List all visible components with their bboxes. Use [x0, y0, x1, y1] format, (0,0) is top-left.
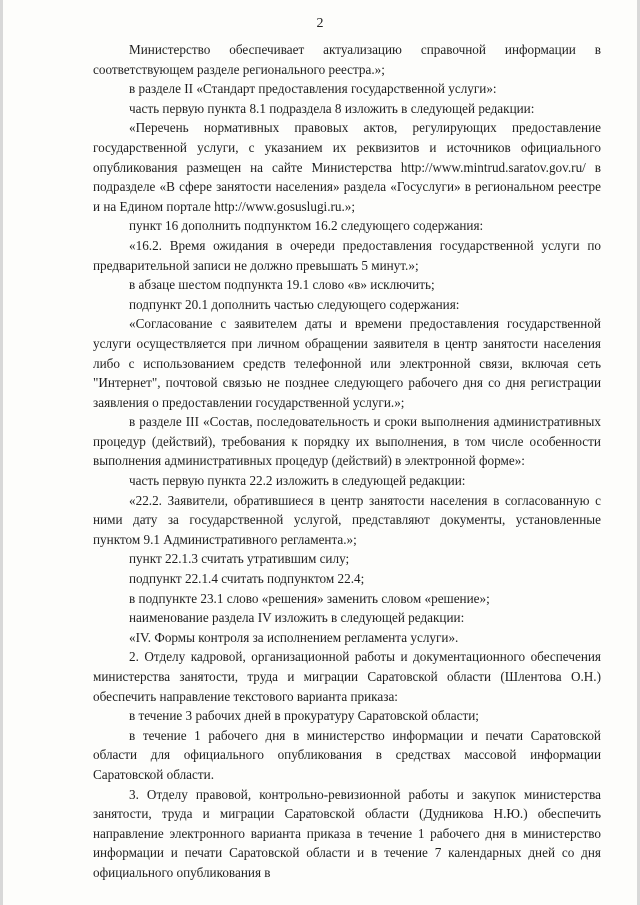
paragraph: в абзаце шестом подпункта 19.1 слово «в» исключить;: [129, 277, 435, 293]
paragraph: подпункт 22.1.4 считать подпунктом 22.4;: [129, 571, 365, 587]
paragraph: 3. Отделу правовой, контрольно-ревизионной работы и закупок министерства занятости, труда и миграции Саратовской области (Дудникова Н.Ю.) обеспечить направление электронного варианта приказа в течение 1 рабочего дня в министерство информации и печати Саратовской области и в течение 7 календарных дней со дня официального опубликования в: [93, 786, 601, 880]
paragraph: часть первую пункта 22.2 изложить в следующей редакции:: [129, 473, 466, 489]
paragraph: в разделе III «Состав, последовательность и сроки выполнения административных процедур (действий), требования к порядку их выполнения, в том числе особенности выполнения административных процедур (действий) в электронной форме»:: [93, 414, 601, 469]
page-number: 2: [316, 16, 324, 31]
paragraph: 2. Отделу кадровой, организационной работы и документационного обеспечения министерства занятости, труда и миграции Саратовской области (Шлентова О.Н.) обеспечить направление текстового варианта приказа:: [93, 649, 601, 704]
paragraph: «22.2. Заявители, обратившиеся в центр занятости населения в согласованную с ними дату за государственной услугой, представляют документы, установленные пунктом 9.1 Административного регламента.»;: [93, 492, 601, 547]
paragraph: «16.2. Время ожидания в очереди предоставления государственной услуги по предварительной записи не должно превышать 5 минут.»;: [93, 237, 601, 273]
paragraph: в течение 3 рабочих дней в прокуратуру Саратовской области;: [129, 708, 479, 724]
document-body: [93, 40, 601, 883]
paragraph: в разделе II «Стандарт предоставления государственной услуги»:: [129, 81, 497, 97]
paragraph: «IV. Формы контроля за исполнением регламента услуги».: [129, 629, 459, 645]
paragraph: подпункт 20.1 дополнить частью следующего содержания:: [129, 296, 460, 312]
paragraph: «Перечень нормативных правовых актов, регулирующих предоставление государственной услуги, с указанием их реквизитов и источников официального опубликования размещен на сайте Министерства http://www.mintrud.saratov.gov.ru/ в подразделе «В сфере занятости населения» раздела «Госуслуги» в региональном реестре и на Едином портале http://www.gosuslugi.ru.»;: [93, 120, 601, 214]
paragraph: в течение 1 рабочего дня в министерство информации и печати Саратовской области для официального опубликования в средствах массовой информации Саратовской области.: [93, 727, 601, 782]
paragraph: часть первую пункта 8.1 подраздела 8 изложить в следующей редакции:: [129, 100, 535, 116]
paragraph: пункт 16 дополнить подпунктом 16.2 следующего содержания:: [129, 218, 484, 234]
paragraph: пункт 22.1.3 считать утратившим силу;: [129, 551, 350, 567]
paragraph: Министерство обеспечивает актуализацию справочной информации в соответствующем разделе регионального реестра.»;: [93, 42, 601, 77]
paragraph: в подпункте 23.1 слово «решения» заменить словом «решение»;: [129, 590, 490, 606]
paragraph: «Согласование с заявителем даты и времени предоставления государственной услуги осуществляется при личном обращении заявителя в центр занятости населения либо с использованием средств телефонной или электронной связи, включая сеть "Интернет", почтовой связью не позднее следующего рабочего дня со дня регистрации заявления о предоставлении государственной услуги.»;: [93, 316, 601, 410]
paragraph: наименование раздела IV изложить в следующей редакции:: [129, 610, 465, 626]
